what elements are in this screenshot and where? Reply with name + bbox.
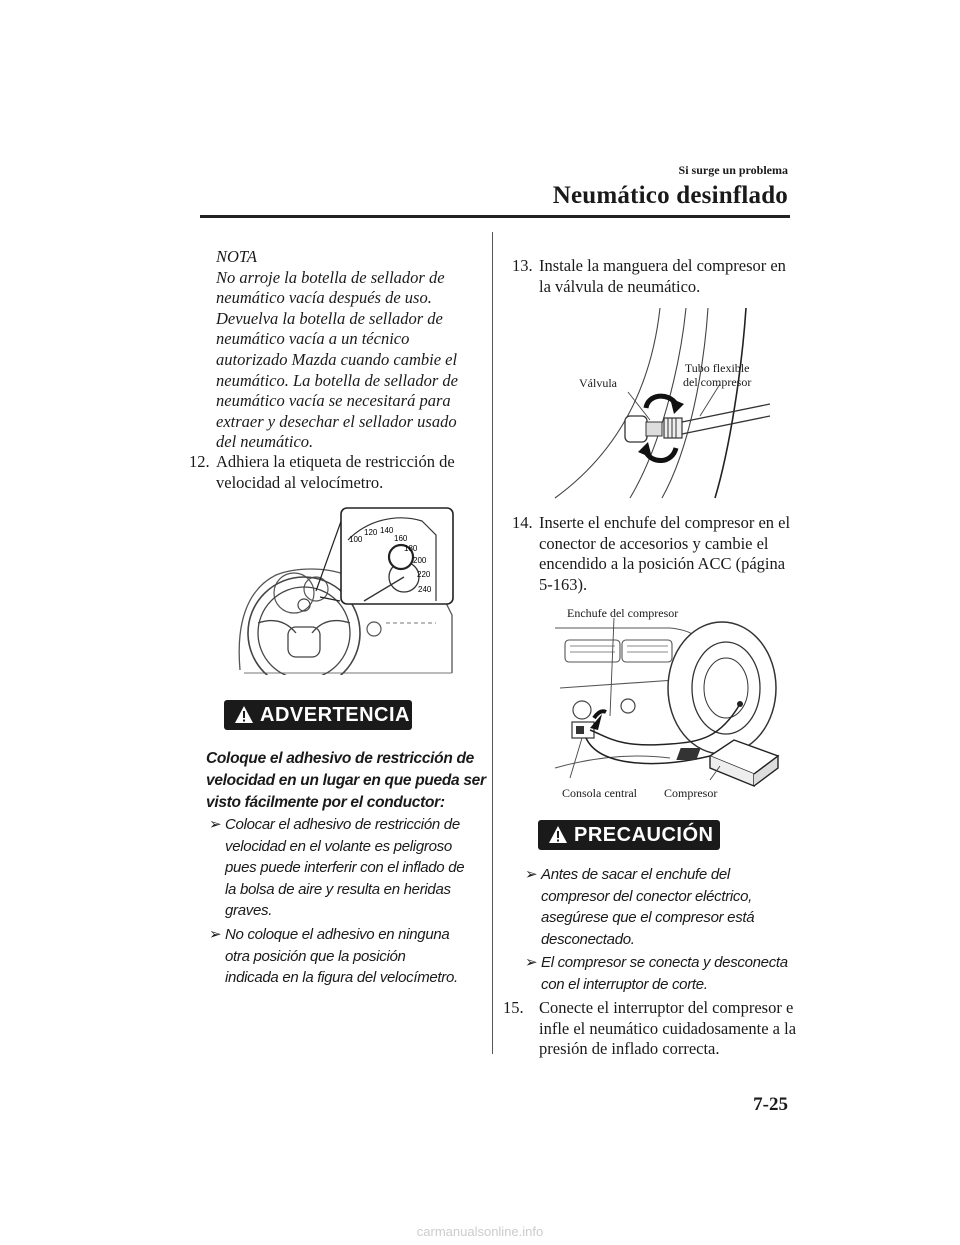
bullet-line: desconectado. xyxy=(541,930,635,948)
step-line: encendido a la posición ACC (página xyxy=(539,554,786,574)
section-name: Si surge un problema xyxy=(678,163,788,177)
bullet-line: la bolsa de aire y resulta en heridas xyxy=(225,880,451,898)
bullet-line: indicada en la figura del velocímetro. xyxy=(225,969,458,986)
bullet-line: pues puede interferir con el inflado de xyxy=(225,859,465,876)
caution-badge xyxy=(538,820,720,850)
speed-tick-label: 200 xyxy=(413,556,427,565)
warning-label: ADVERTENCIA xyxy=(260,704,410,726)
bullet-line: No coloque el adhesivo en ninguna xyxy=(225,926,450,943)
note-line: autorizado Mazda cuando cambie el xyxy=(216,349,458,369)
note-line: Devuelva la botella de sellador de xyxy=(216,308,443,328)
step-line: Conecte el interruptor del compresor e xyxy=(539,998,794,1017)
bullet-line: Antes de sacar el enchufe del xyxy=(541,866,730,883)
note-line: neumático. La botella de sellador de xyxy=(216,370,458,390)
caution-label: PRECAUCIÓN xyxy=(574,824,714,846)
note-line: neumático vacía a un técnico xyxy=(216,329,410,349)
note-block xyxy=(216,247,478,453)
note-line: neumático vacía se necesitará para xyxy=(216,391,451,411)
bullet-arrow-icon: ➢ xyxy=(525,866,538,883)
step-line: infle el neumático cuidadosamente a la xyxy=(539,1018,797,1038)
step-line: Instale la manguera del compresor en xyxy=(539,256,786,275)
speed-tick-label: 140 xyxy=(380,526,394,535)
note-heading: NOTA xyxy=(216,247,257,266)
watermark: carmanualsonline.info xyxy=(416,1224,544,1239)
bullet-line: compresor del conector eléctrico, xyxy=(541,887,753,905)
warning-icon xyxy=(234,705,254,725)
bullet-arrow-icon: ➢ xyxy=(525,954,538,971)
valve-label: Válvula xyxy=(579,376,617,390)
speed-tick-label: 180 xyxy=(404,544,418,553)
warning-lead-line: Coloque el adhesivo de restricción de xyxy=(206,750,474,767)
bullet-line: El compresor se conecta y desconecta xyxy=(541,954,788,971)
bullet-line: graves. xyxy=(225,902,273,919)
step-number: 13. xyxy=(512,256,533,275)
page-number: 7-25 xyxy=(753,1094,788,1115)
warning-lead-line: visto fácilmente por el conductor: xyxy=(206,794,445,811)
note-line: neumático vacía después de uso. xyxy=(216,288,432,308)
step-line: velocidad al velocímetro. xyxy=(216,472,384,492)
note-line: extraer y desechar el sellador usado xyxy=(216,411,457,431)
bullet-arrow-icon: ➢ xyxy=(209,816,222,833)
note-line: No arroje la botella de sellador de xyxy=(216,267,445,287)
step-number: 12. xyxy=(189,452,210,471)
hose-label-line: Tubo flexible xyxy=(684,361,750,375)
page-title: Neumático desinflado xyxy=(552,182,788,209)
speed-tick-label: 240 xyxy=(418,585,432,594)
hose-label-line: del compresor xyxy=(683,375,752,389)
compressor-label: Compresor xyxy=(664,786,718,800)
warning-lead xyxy=(206,748,486,814)
speed-tick-label: 120 xyxy=(364,528,378,537)
step-number: 14. xyxy=(512,513,533,532)
warning-icon xyxy=(548,825,568,845)
note-line: del neumático. xyxy=(216,432,314,452)
step-number: 15. xyxy=(503,998,524,1017)
step-line: conector de accesorios y cambie el xyxy=(539,533,769,553)
bullet-line: velocidad en el volante es peligroso xyxy=(225,837,452,855)
step-line: presión de inflado correcta. xyxy=(539,1039,720,1059)
bullet-line: con el interruptor de corte. xyxy=(541,975,708,993)
warning-badge xyxy=(224,700,412,730)
valve-figure xyxy=(550,308,780,503)
speed-tick-label: 220 xyxy=(417,570,431,579)
console-label: Consola central xyxy=(562,786,637,800)
speed-tick-label: 100 xyxy=(349,535,363,544)
bullet-line: asegúrese que el compresor está xyxy=(541,909,755,926)
step-line: 5-163). xyxy=(539,574,588,594)
compressor-figure xyxy=(550,618,785,788)
column-divider xyxy=(492,232,493,1054)
step-line: Adhiera la etiqueta de restricción de xyxy=(216,452,455,471)
bullet-arrow-icon: ➢ xyxy=(209,926,222,943)
plug-label: Enchufe del compresor xyxy=(567,606,679,620)
bullet-line: Colocar el adhesivo de restricción de xyxy=(225,816,460,833)
step-line: Inserte el enchufe del compresor en el xyxy=(539,513,791,532)
hose-label xyxy=(683,361,751,389)
bullet-line: otra posición que la posición xyxy=(225,947,406,965)
warning-lead-line: velocidad en un lugar en que pueda ser xyxy=(206,772,486,789)
speed-tick-label: 160 xyxy=(394,534,408,543)
speedometer-figure xyxy=(236,505,458,675)
step-line: la válvula de neumático. xyxy=(539,276,701,296)
header-rule xyxy=(200,215,790,218)
